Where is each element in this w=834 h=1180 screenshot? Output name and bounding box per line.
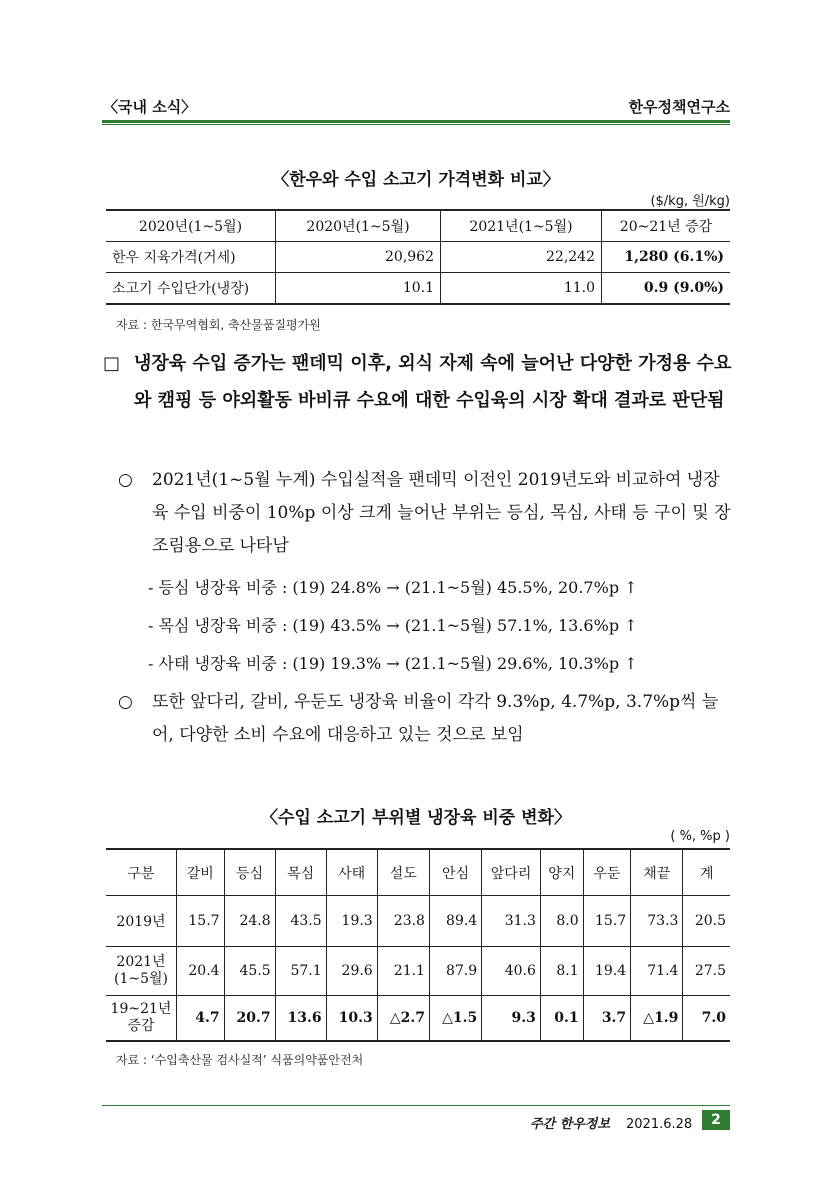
table-cell: 2019년 <box>106 896 177 947</box>
table-header-cell: 설도 <box>377 849 429 896</box>
table-cell: 7.0 <box>683 996 730 1042</box>
table-cell: △2.7 <box>377 996 429 1042</box>
table-header-cell: 2020년(1~5월) <box>276 210 441 242</box>
table-cell: 1,280 (6.1%) <box>602 242 731 273</box>
table-header-cell: 20~21년 증감 <box>602 210 731 242</box>
table-cell: 9.3 <box>482 996 541 1042</box>
table-header-cell: 채끝 <box>631 849 683 896</box>
table-header-row <box>106 210 730 242</box>
table-cell: 4.7 <box>177 996 225 1042</box>
table-header-cell: 등심 <box>224 849 275 896</box>
sub-bullet-1-text: 2021년(1~5월 누계) 수입실적을 팬데믹 이전인 2019년도와 비교하여 냉장육 수입 비중이 10%p 이상 크게 늘어난 부위는 등심, 목심, 사태 등 구이 및 장조림용으로 나타남 <box>152 470 731 556</box>
table-cell: △1.5 <box>429 996 481 1042</box>
table-cell: 57.1 <box>275 947 326 996</box>
table-cell: 31.3 <box>482 896 541 947</box>
table-cell: 2021년 (1~5월) <box>106 947 177 996</box>
table-cell: 소고기 수입단가(냉장) <box>106 273 276 305</box>
table-header-cell: 앞다리 <box>482 849 541 896</box>
table-cell: 87.9 <box>429 947 481 996</box>
table-row <box>106 996 730 1042</box>
table2-unit: ( %, %p ) <box>670 829 730 844</box>
sub-bullet-2 <box>118 686 733 752</box>
table-cell: 71.4 <box>631 947 683 996</box>
table-cell: △1.9 <box>631 996 683 1042</box>
sub-bullet-1 <box>118 464 733 563</box>
table-header-row <box>106 849 730 896</box>
main-bullet <box>103 345 733 419</box>
dash-item-deungsim: - 등심 냉장육 비중 : (19) 24.8% → (21.1~5월) 45.5%, 20.7%p ↑ <box>148 578 638 597</box>
table-cell: 0.1 <box>540 996 583 1042</box>
table-cell: 10.3 <box>326 996 377 1042</box>
table-cell: 19.3 <box>326 896 377 947</box>
table-header-cell: 2021년(1~5월) <box>441 210 602 242</box>
table-cell: 8.0 <box>540 896 583 947</box>
table-cell: 20.4 <box>177 947 225 996</box>
table-cell: 43.5 <box>275 896 326 947</box>
table-header-cell: 우둔 <box>583 849 631 896</box>
header-divider-thin <box>102 124 730 125</box>
table-row <box>106 242 730 273</box>
footer-divider <box>102 1105 730 1106</box>
table-header-cell: 갈비 <box>177 849 225 896</box>
table-cell: 45.5 <box>224 947 275 996</box>
table-cell: 15.7 <box>583 896 631 947</box>
circle-bullet-icon: ○ <box>118 692 133 712</box>
dash-item-satae: - 사태 냉장육 비중 : (19) 19.3% → (21.1~5월) 29.6%, 10.3%p ↑ <box>148 654 638 673</box>
table-row <box>106 947 730 996</box>
table-cell: 한우 지육가격(거세) <box>106 242 276 273</box>
sub-bullet-2-text: 또한 앞다리, 갈비, 우둔도 냉장육 비율이 각각 9.3%p, 4.7%p, 3.7%p씩 늘어, 다양한 소비 수요에 대응하고 있는 것으로 보임 <box>152 692 719 745</box>
table-cell: 29.6 <box>326 947 377 996</box>
footer-info <box>530 1113 692 1132</box>
table-cell: 0.9 (9.0%) <box>602 273 731 305</box>
table-cell: 20.5 <box>683 896 730 947</box>
table1-unit: ($/kg, 원/kg) <box>650 194 730 209</box>
table-header-cell: 구분 <box>106 849 177 896</box>
table-header-cell: 사태 <box>326 849 377 896</box>
table-cell: 19~21년 증감 <box>106 996 177 1042</box>
table-cell: 21.1 <box>377 947 429 996</box>
table-cell: 13.6 <box>275 996 326 1042</box>
table-cell: 20,962 <box>276 242 441 273</box>
table2-title: 〈수입 소고기 부위별 냉장육 비중 변화〉 <box>261 808 571 828</box>
publication-date: 2021.6.28 <box>626 1117 693 1132</box>
chilled-share-table <box>106 848 730 1042</box>
table-row <box>106 896 730 947</box>
table1-title: 〈한우와 수입 소고기 가격변화 비교〉 <box>272 170 560 190</box>
table-row <box>106 273 730 305</box>
table-cell: 11.0 <box>441 273 602 305</box>
table-cell: 40.6 <box>482 947 541 996</box>
dash-item-moksim: - 목심 냉장육 비중 : (19) 43.5% → (21.1~5월) 57.1%, 13.6%p ↑ <box>148 616 638 635</box>
table-cell: 20.7 <box>224 996 275 1042</box>
table-cell: 15.7 <box>177 896 225 947</box>
table-header-cell: 목심 <box>275 849 326 896</box>
header-divider <box>102 120 730 123</box>
square-bullet-icon: □ <box>103 353 121 374</box>
table-header-cell: 계 <box>683 849 730 896</box>
table-cell: 24.8 <box>224 896 275 947</box>
table-cell: 22,242 <box>441 242 602 273</box>
table-cell: 23.8 <box>377 896 429 947</box>
table-cell: 73.3 <box>631 896 683 947</box>
page-number: 2 <box>702 1110 730 1130</box>
table-cell: 10.1 <box>276 273 441 305</box>
table-header-cell: 안심 <box>429 849 481 896</box>
org-name: 한우정책연구소 <box>628 98 730 116</box>
table-cell: 8.1 <box>540 947 583 996</box>
table-header-cell: 2020년(1~5월) <box>106 210 276 242</box>
price-comparison-table <box>106 209 730 305</box>
table1-source: 자료 : 한국무역협회, 축산물품질평가원 <box>116 318 321 332</box>
table-cell: 3.7 <box>583 996 631 1042</box>
table-cell: 27.5 <box>683 947 730 996</box>
publication-name: 주간 한우정보 <box>530 1117 610 1132</box>
table-cell: 19.4 <box>583 947 631 996</box>
table-header-cell: 양지 <box>540 849 583 896</box>
table-cell: 89.4 <box>429 896 481 947</box>
table2-source: 자료 : ‘수입축산물 검사실적’ 식품의약품안전처 <box>116 1053 364 1067</box>
section-label: 〈국내 소식〉 <box>103 98 197 116</box>
main-bullet-text: 냉장육 수입 증가는 팬데믹 이후, 외식 자제 속에 늘어난 다양한 가정용 수요와 캠핑 등 야외활동 바비큐 수요에 대한 수입육의 시장 확대 결과로 판단됨 <box>134 353 732 411</box>
circle-bullet-icon: ○ <box>118 470 133 490</box>
